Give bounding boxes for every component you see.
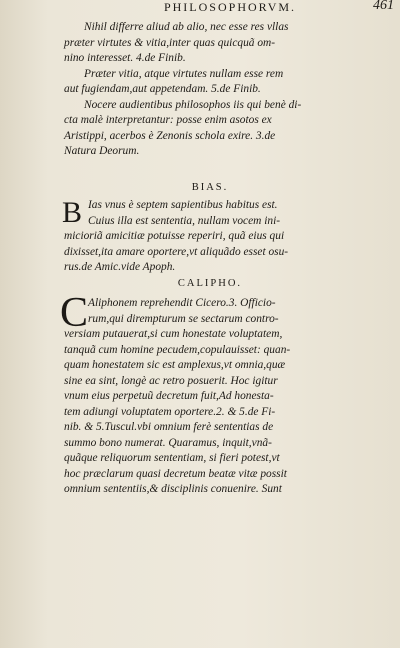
text-line: rum,qui dirempturum se sectarum contro- <box>88 312 279 325</box>
text-line: sine ea sint, longè ac retro posuerit. Hoc igitur <box>64 374 278 387</box>
text-line: quam honestatem sic est amplexus,vt omnia,quæ <box>64 359 286 371</box>
text-line: tem adiungi voluptatem oportere.2. & 5.de Fi- <box>64 405 276 418</box>
text-line: aut fugiendam,aut appetendam. 5.de Finib. <box>64 83 261 95</box>
section-heading-bias: BIAS. <box>191 182 229 193</box>
text-line: quãque reliquorum sententiam, si fieri potest,vt <box>64 452 280 464</box>
text-line: Nihil differre aliud ab alio, nec esse res vllas <box>84 21 289 33</box>
text-line: cta malè interpretantur: posse enim asotos ex <box>64 114 272 126</box>
drop-cap-c: C <box>60 290 89 336</box>
text-line: dixisset,ita amare oportere,vt aliquãdo esset osu- <box>64 245 289 258</box>
text-line: vnum eius perpetuũ decretum fuit,Ad honesta- <box>64 390 274 402</box>
paragraph-calipho <box>64 296 356 498</box>
text-line: Natura Deorum. <box>64 145 140 157</box>
text-line: Aliphonem reprehendit Cicero.3. Officio- <box>88 297 276 309</box>
text-line: nino interesset. 4.de Finib. <box>64 52 186 64</box>
text-line: omnium sententiis,& disciplinis conuenire. Sunt <box>64 483 282 495</box>
section-heading-calipho: CALIPHO. <box>177 278 243 289</box>
text-line: rus.de Amic.vide Apoph. <box>64 261 176 273</box>
text-line: Cuius illa est sententia, nullam vocem ini- <box>88 214 281 227</box>
text-line: Aristippi, acerbos è Zenonis schola exire. 3.de <box>64 129 276 142</box>
text-line: præter virtutes & vitia,inter quas quicquã om- <box>64 36 276 49</box>
running-title: PHILOSOPHORVM. <box>163 0 297 14</box>
text-line: Nocere audientibus philosophos iis qui benè di- <box>84 98 302 111</box>
drop-cap-b: B <box>62 196 83 229</box>
text-line: micioriã amicitiæ potuisse reperiri, quã eius qui <box>64 230 285 242</box>
paragraph-block-1 <box>64 20 356 160</box>
text-line: hoc præclarum quasi decretum beatæ vitæ possit <box>64 467 287 480</box>
text-line: Præter vitia, atque virtutes nullam esse rem <box>84 67 284 80</box>
text-line: Ias vnus è septem sapientibus habitus est. <box>88 199 278 211</box>
text-line: tanquã cum homine pecudem,copulauisset: quan- <box>64 343 291 356</box>
text-line: summo bono numerat. Quaramus, inquit,vnã- <box>64 436 272 449</box>
text-line: nib. & 5.Tuscul.vbi omnium ferè sententias de <box>64 421 274 433</box>
text-line: versiam putauerat,si cum honestate voluptatem, <box>64 328 283 340</box>
page-number: 461 <box>373 0 394 13</box>
paragraph-bias <box>64 198 356 276</box>
